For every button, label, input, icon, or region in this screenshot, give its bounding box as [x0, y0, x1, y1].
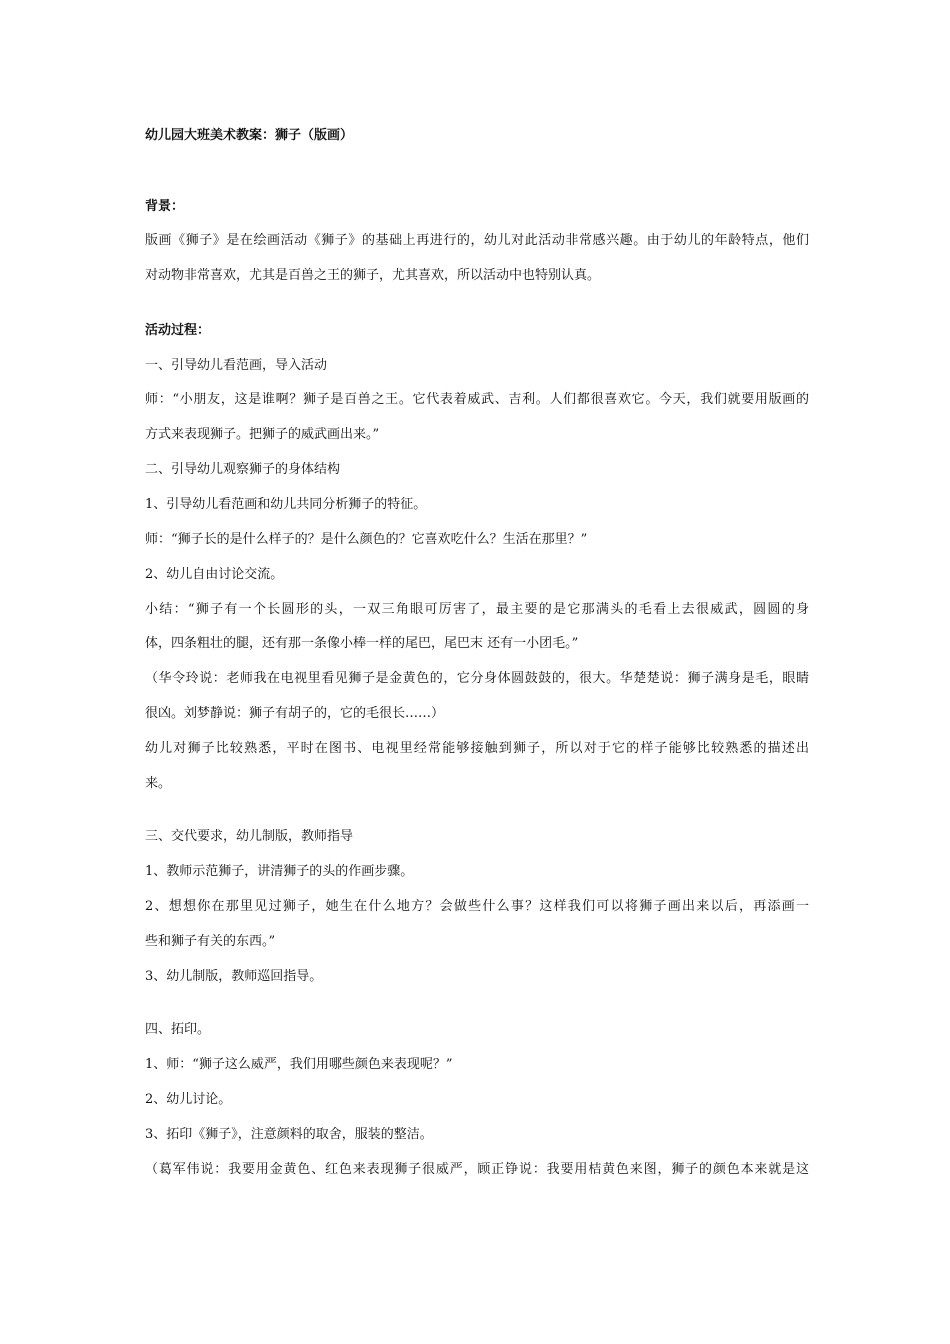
section2-line-6: （华令玲说：老师我在电视里看见狮子是金黄色的，它分身体圆鼓鼓的，很大。华楚楚说：狮子满身是毛，眼睛 [145, 671, 809, 686]
document-title: 幼儿园大班美术教案：狮子（版画） [145, 128, 354, 143]
section1-line-1: 师：“小朋友，这是谁啊？狮子是百兽之王。它代表着威武、吉利。人们都很喜欢它。今天，我们就要用版画的 [145, 392, 809, 407]
section3-line-3: 些和狮子有关的东西。” [145, 934, 276, 949]
section4-line-2: 2、幼儿讨论。 [145, 1092, 232, 1107]
section2-line-2: 师：“狮子长的是什么样子的？是什么颜色的？它喜欢吃什么？生活在那里？” [145, 532, 588, 547]
background-heading: 背景： [145, 199, 185, 214]
section3-line-1: 1、教师示范狮子，讲清狮子的头的作画步骤。 [145, 864, 414, 879]
section2-line-4: 小结：“狮子有一个长圆形的头，一双三角眼可厉害了，最主要的是它那满头的毛看上去很威武，圆圆的身 [145, 602, 809, 617]
section2-line-3: 2、幼儿自由讨论交流。 [145, 567, 284, 582]
section1-line-2: 方式来表现狮子。把狮子的威武画出来。” [145, 427, 380, 442]
section2-heading: 二、引导幼儿观察狮子的身体结构 [145, 462, 341, 477]
section3-heading: 三、交代要求，幼儿制版，教师指导 [145, 829, 354, 844]
section3-line-4: 3、幼儿制版，教师巡回指导。 [145, 969, 323, 984]
section4-line-4: （葛军伟说：我要用金黄色、红色来表现狮子很威严，顾正铮说：我要用桔黄色来图，狮子的颜色本来就是这 [145, 1162, 809, 1177]
section4-heading: 四、拓印。 [145, 1022, 211, 1037]
background-line-1: 版画《狮子》是在绘画活动《狮子》的基础上再进行的，幼儿对此活动非常感兴趣。由于幼儿的年龄特点，他们 [145, 233, 809, 248]
section1-heading: 一、引导幼儿看范画，导入活动 [145, 358, 328, 373]
section2-line-5: 体，四条粗壮的腿，还有那一条像小棒一样的尾巴，尾巴末 还有一小团毛。” [145, 636, 579, 651]
background-line-2: 对动物非常喜欢，尤其是百兽之王的狮子，尤其喜欢，所以活动中也特别认真。 [145, 268, 601, 283]
section2-line-7: 很凶。刘梦静说：狮子有胡子的，它的毛很长……） [145, 706, 445, 721]
section2-line-8: 幼儿对狮子比较熟悉，平时在图书、电视里经常能够接触到狮子，所以对于它的样子能够比较熟悉的描述出 [145, 741, 809, 756]
section4-line-3: 3、拓印《狮子》，注意颜料的取舍，服装的整洁。 [145, 1127, 433, 1142]
section2-line-9: 来。 [145, 776, 172, 791]
section2-line-1: 1、引导幼儿看范画和幼儿共同分析狮子的特征。 [145, 497, 427, 512]
process-heading: 活动过程： [145, 323, 211, 338]
section3-line-2: 2、想想你在那里见过狮子，她生在什么地方？会做些什么事？这样我们可以将狮子画出来以后，再添画一 [145, 899, 809, 914]
section4-line-1: 1、师：“狮子这么威严，我们用哪些颜色来表现呢？” [145, 1057, 453, 1072]
